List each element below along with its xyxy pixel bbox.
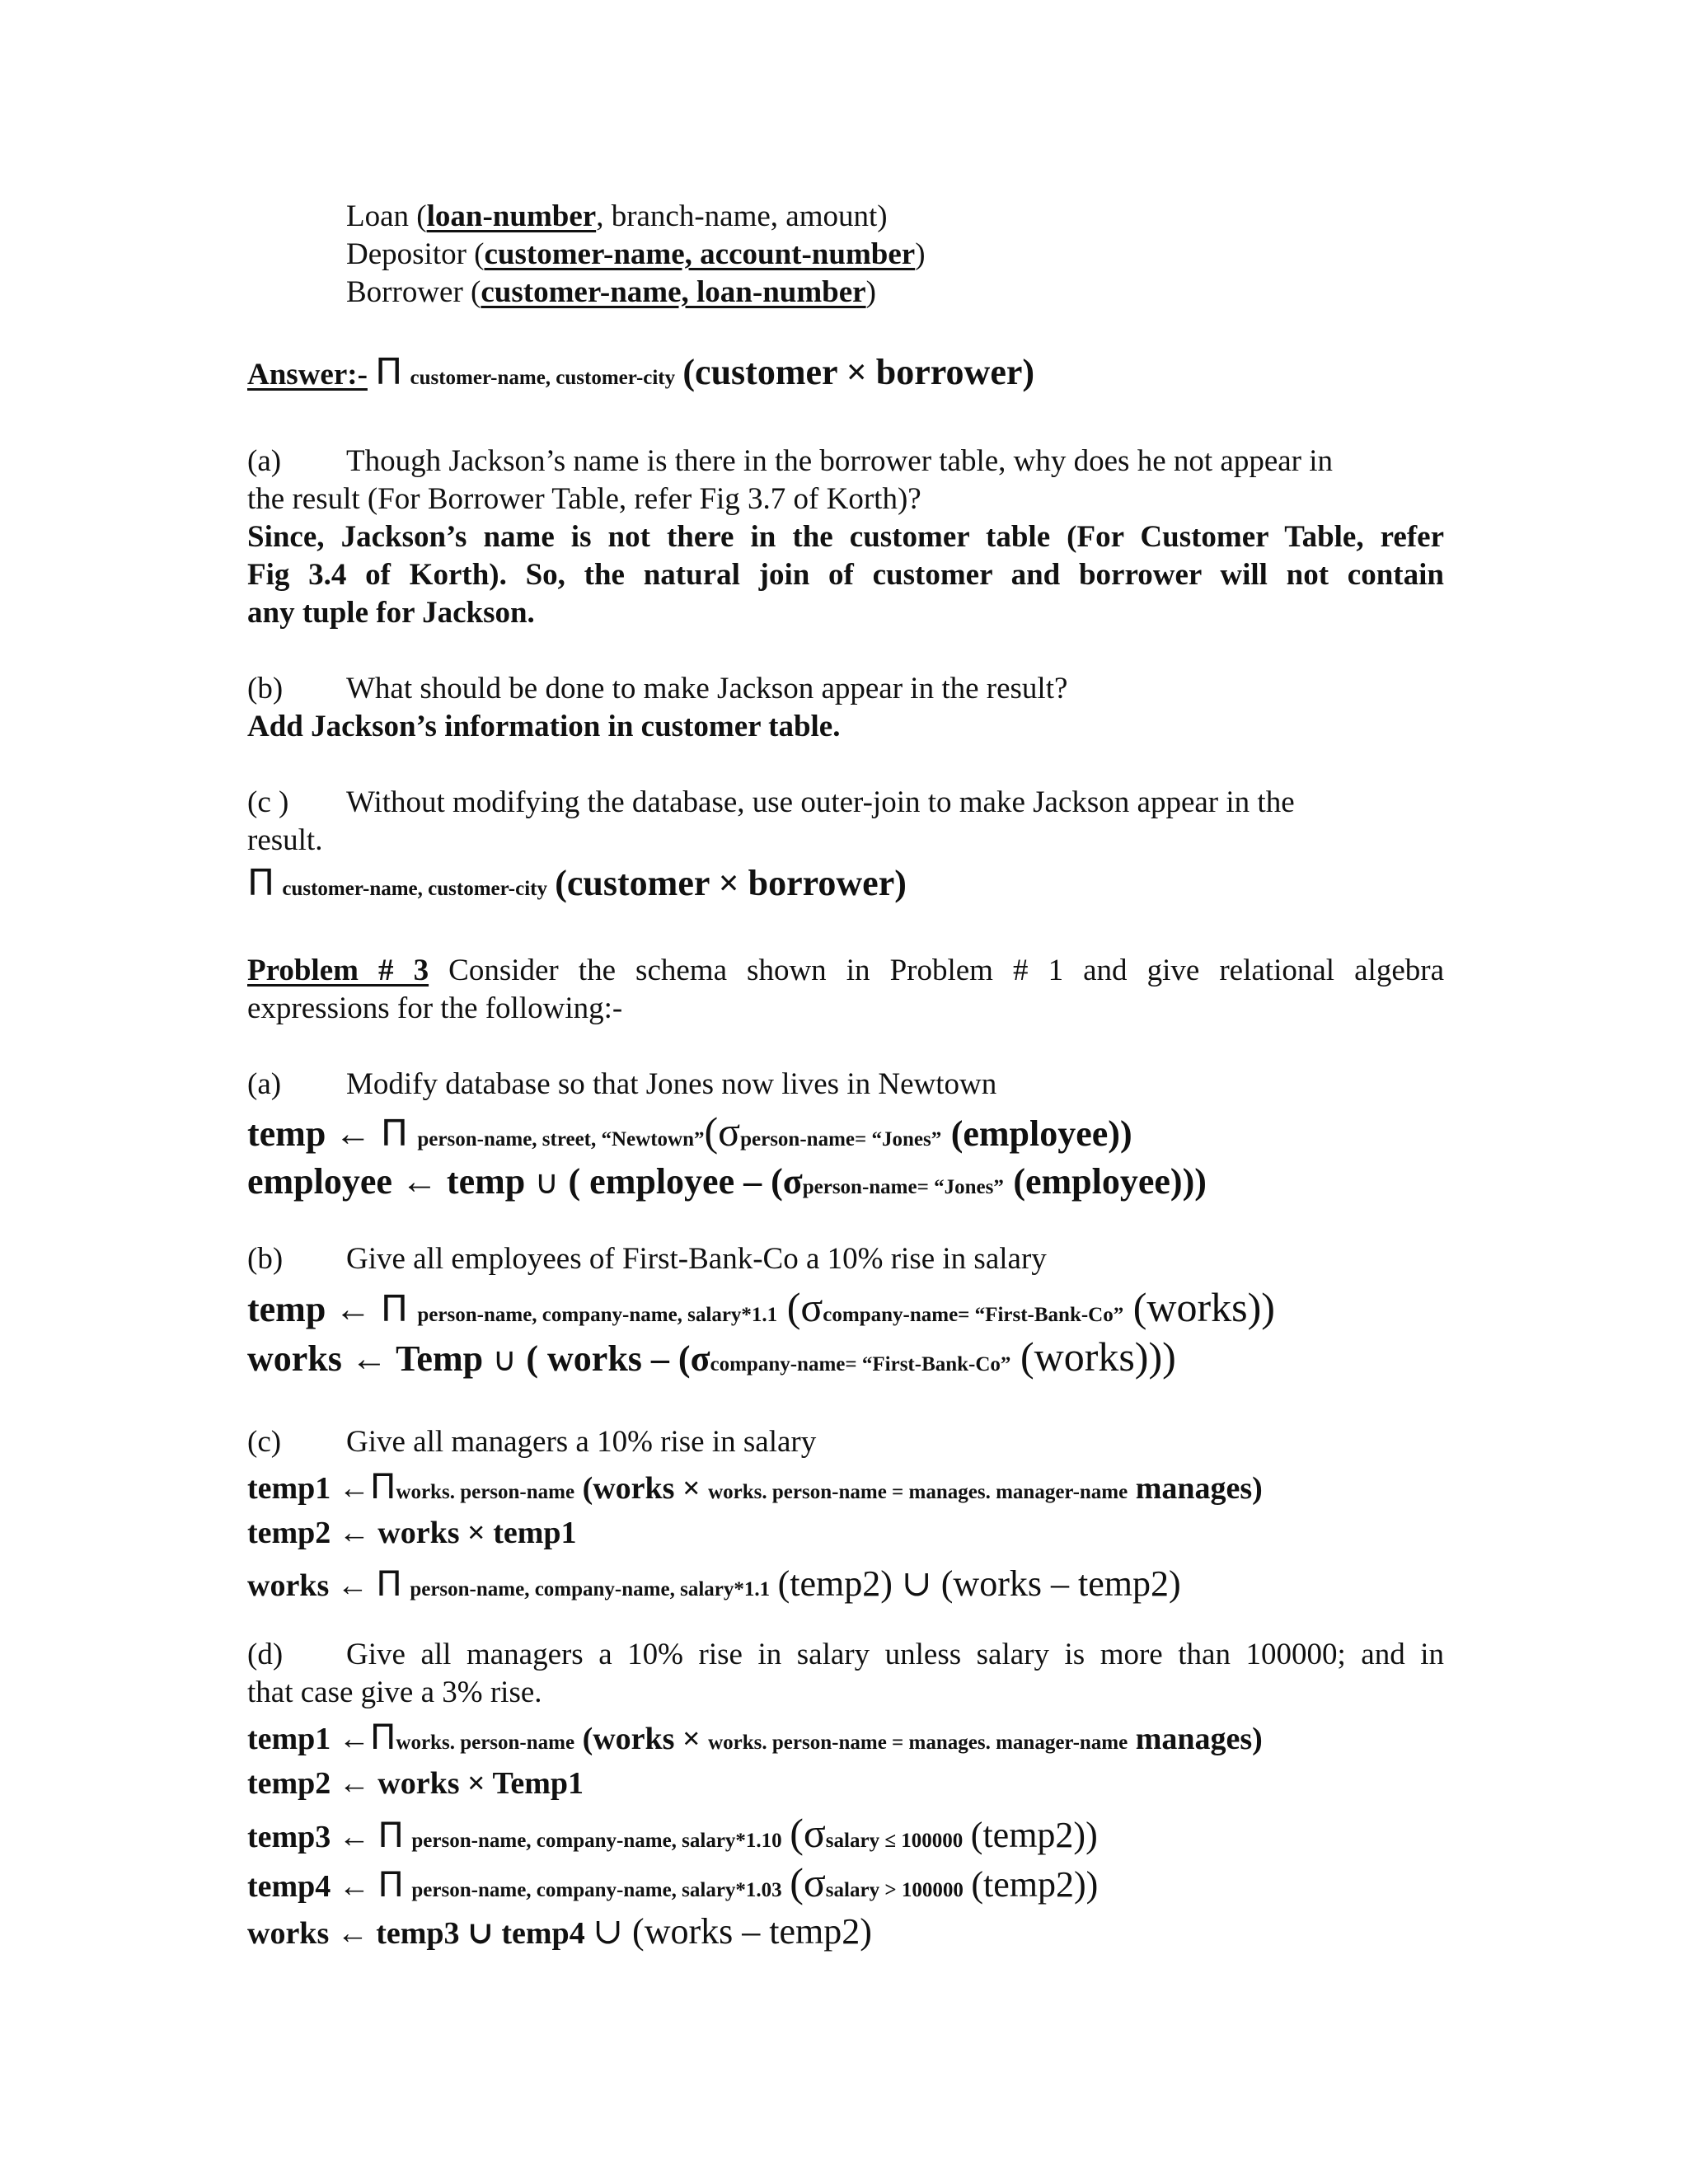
p3b-l2-mid: ( works – (σ [526, 1338, 710, 1379]
part-c-projection-attrs: customer-name, customer-city [282, 878, 547, 900]
p3d-expr-line3 [247, 1811, 1444, 1863]
p3c-l1-mid: (works × [582, 1471, 701, 1506]
p3c-l1-lhs: temp1 ← [247, 1471, 370, 1506]
p3d-question-line2: that case give a 3% rise. [247, 1675, 542, 1709]
p3a-l2-mid: ( employee – (σ [568, 1161, 803, 1202]
p3a-l2-condition: person-name= “Jones” [802, 1176, 1004, 1198]
p3d-l4-condition: salary > 100000 [825, 1879, 964, 1901]
p3d-expr-line2: temp2 ← works × Temp1 [247, 1766, 584, 1801]
p3d-l1-projection: works. person-name [396, 1732, 575, 1754]
p3b-question [247, 1240, 1444, 1278]
schema-borrower-name: Borrower ( [346, 275, 481, 309]
schema-depositor-name: Depositor ( [346, 237, 485, 271]
p3c-label: (c) [247, 1425, 282, 1459]
pi-symbol: Π [375, 351, 403, 393]
p3d-l5-rest: ∪ (works – temp2) [593, 1911, 872, 1952]
p3b-l2-lhs: works ← Temp [247, 1338, 484, 1379]
sigma-symbol: (σ [704, 1108, 741, 1155]
part-c-label: (c ) [247, 785, 289, 819]
p3d-l1-lhs: temp1 ← [247, 1722, 370, 1756]
sigma-symbol: (σ [786, 1284, 823, 1330]
p3d-label: (d) [247, 1638, 284, 1671]
p3c-l3-rest: (temp2) ∪ (works – temp2) [777, 1563, 1181, 1604]
schema-depositor-rest: ) [915, 237, 926, 271]
p3c-expr-line2: temp2 ← works × temp1 [247, 1516, 577, 1550]
problem3-text1: Consider the schema shown in Problem # 1 and give relational algebra [448, 954, 1444, 987]
schema-loan-name: Loan ( [346, 199, 427, 233]
p3d-l5-lhs: works ← temp3 ∪ temp4 [247, 1916, 585, 1951]
p3b-question-text: Give all employees of First-Bank-Co a 10% rise in salary [346, 1242, 1047, 1276]
part-a-answer-line3: any tuple for Jackson. [247, 596, 535, 630]
part-b-answer: Add Jackson’s information in customer table. [247, 710, 841, 743]
p3a-l1-condition: person-name= “Jones” [740, 1128, 942, 1151]
part-a-question-line1 [247, 443, 1444, 480]
p3a-l2-rest: (employee))) [1013, 1161, 1207, 1202]
p3b-l2-condition: company-name= “First-Bank-Co” [710, 1353, 1011, 1376]
schema-loan-rest: , branch-name, amount) [596, 199, 888, 233]
pi-symbol: Π [380, 1113, 408, 1155]
p3a-expr-line2 [247, 1157, 1444, 1212]
p3d-l3-condition: salary ≤ 100000 [825, 1830, 964, 1852]
answer-projection-attrs: customer-name, customer-city [410, 367, 676, 389]
p3d-l3-rest: (temp2)) [970, 1815, 1098, 1855]
p3d-l3-lhs: temp3 ← [247, 1820, 370, 1854]
part-a-question-line2: the result (For Borrower Table, refer Fig 3.7 of Korth)? [247, 482, 921, 516]
part-c-expression [247, 860, 1444, 912]
pi-symbol: Π [376, 1563, 402, 1604]
part-a-question-text1: Though Jackson’s name is there in the borrower table, why does he not appear in [346, 444, 1334, 478]
p3b-l1-condition: company-name= “First-Bank-Co” [823, 1304, 1124, 1326]
pi-symbol: Π [377, 1815, 404, 1855]
p3c-question-text: Give all managers a 10% rise in salary [346, 1425, 817, 1459]
schema-loan [346, 198, 1543, 236]
p3d-expr-line5 [247, 1910, 1444, 1955]
schema-loan-key: loan-number [426, 199, 597, 233]
part-c-question-text1: Without modifying the database, use outer-join to make Jackson appear in the [346, 785, 1295, 819]
answer-expression: (customer × borrower) [682, 352, 1035, 392]
p3d-l1-rest: manages) [1135, 1722, 1263, 1756]
p3b-label: (b) [247, 1242, 284, 1276]
p3d-question-line1 [247, 1636, 1444, 1674]
p3a-l1-projection: person-name, street, “Newtown” [417, 1128, 705, 1151]
p3a-question-text: Modify database so that Jones now lives in Newtown [346, 1067, 997, 1101]
p3c-l3-lhs: works ← [247, 1568, 368, 1603]
part-b-label: (b) [247, 672, 284, 705]
part-b-question [247, 670, 1444, 708]
p3c-expr-line1 [247, 1465, 1444, 1514]
union-symbol: ∪ [534, 1164, 560, 1202]
part-a-answer-line1: Since, Jackson’s name is not there in the customer table (For Customer Table, refer [247, 520, 1444, 554]
sigma-symbol: (σ [790, 1810, 826, 1856]
pi-symbol: Π [247, 862, 275, 904]
pi-symbol: Π [380, 1288, 408, 1330]
p3a-label: (a) [247, 1067, 282, 1101]
p3b-l1-lhs: temp ← [247, 1289, 372, 1329]
p3c-l1-projection: works. person-name [396, 1481, 575, 1503]
p3b-l1-projection: person-name, company-name, salary*1.1 [417, 1304, 778, 1326]
schema-borrower-rest: ) [865, 275, 876, 309]
p3d-expr-line4 [247, 1861, 1444, 1912]
p3c-l1-rest: manages) [1135, 1471, 1263, 1506]
p3a-question [247, 1066, 1444, 1104]
schema-depositor-key: customer-name, account-number [484, 237, 916, 271]
p3b-l1-rest: (works)) [1132, 1284, 1275, 1330]
p3d-question-text1: Give all managers a 10% rise in salary unless salary is more than 100000; and in [346, 1638, 1444, 1671]
schema-depositor [346, 236, 1543, 274]
p3d-l1-condition: works. person-name = manages. manager-name [708, 1732, 1128, 1754]
p3d-l4-rest: (temp2)) [971, 1864, 1099, 1905]
p3b-l2-rest: (works))) [1020, 1333, 1176, 1380]
part-a-label: (a) [247, 444, 282, 478]
part-c-question-line2: result. [247, 823, 323, 857]
part-b-question-text: What should be done to make Jackson appear in the result? [346, 672, 1068, 705]
p3d-l1-mid: (works × [582, 1722, 701, 1756]
schema-borrower [346, 274, 1543, 312]
p3d-l4-projection: person-name, company-name, salary*1.03 [411, 1879, 782, 1901]
problem3-label: Problem # 3 [247, 954, 429, 987]
union-symbol: ∪ [492, 1341, 517, 1379]
p3c-expr-line3 [247, 1563, 1444, 1611]
p3d-expr-line1 [247, 1716, 1444, 1765]
p3d-l4-lhs: temp4 ← [247, 1869, 370, 1904]
p3a-l2-lhs: employee ← temp [247, 1161, 526, 1202]
p3b-expr-line1 [247, 1283, 1444, 1339]
pi-symbol: Π [369, 1466, 396, 1507]
p3a-expr-line1 [247, 1108, 1444, 1164]
problem3-line2: expressions for the following:- [247, 991, 623, 1025]
p3b-expr-line2 [247, 1333, 1444, 1389]
sigma-symbol: (σ [790, 1859, 826, 1905]
answer-label: Answer:- [247, 358, 368, 391]
p3d-l3-projection: person-name, company-name, salary*1.10 [411, 1830, 782, 1852]
p3c-question [247, 1423, 1444, 1461]
part-c-expression-body: (customer × borrower) [555, 863, 907, 903]
part-c-question-line1 [247, 784, 1444, 822]
p3a-l1-rest: (employee)) [950, 1113, 1132, 1154]
pi-symbol: Π [369, 1717, 396, 1757]
problem3-line1 [247, 952, 1444, 990]
schema-borrower-key: customer-name, loan-number [481, 275, 866, 309]
p3c-l3-projection: person-name, company-name, salary*1.1 [410, 1578, 771, 1601]
answer-line [247, 349, 1444, 401]
p3a-l1-lhs: temp ← [247, 1113, 372, 1154]
p3c-l1-condition: works. person-name = manages. manager-name [708, 1481, 1128, 1503]
part-a-answer-line2: Fig 3.4 of Korth). So, the natural join of customer and borrower will not contain [247, 558, 1444, 592]
pi-symbol: Π [377, 1864, 404, 1905]
